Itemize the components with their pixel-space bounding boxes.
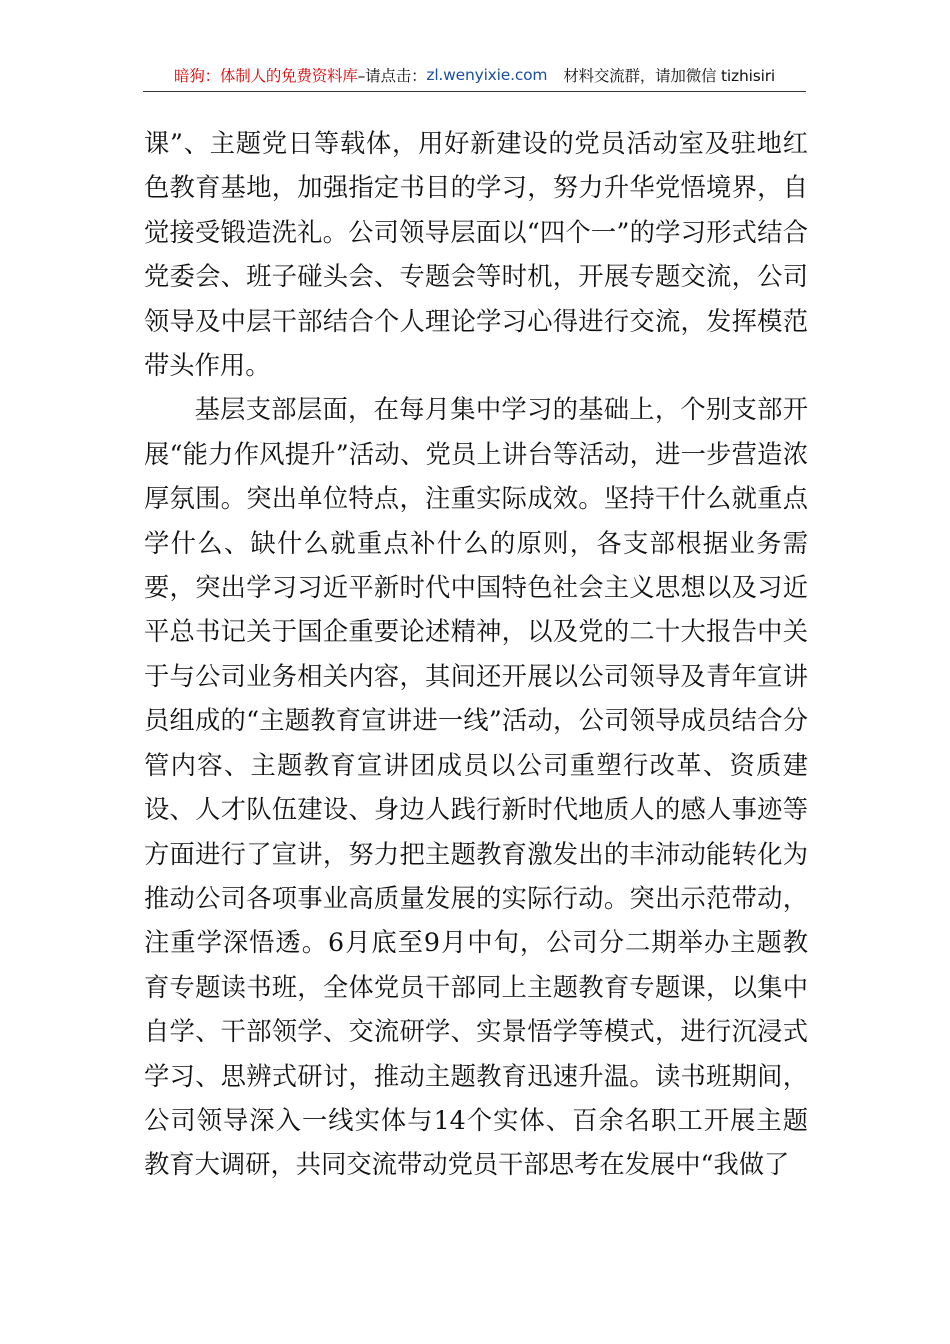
page-header xyxy=(143,58,806,92)
header-prompt: –请点击： xyxy=(357,66,427,85)
paragraph-continued: 课”、主题党日等载体，用好新建设的党员活动室及驻地红色教育基地，加强指定书目的学习，努力升华党悟境界，自觉接受锻造洗礼。公司领导层面以“四个一”的学习形式结合党委会、班子碰头会、专题会等时机，开展专题交流，公司领导及中层干部结合个人理论学习心得进行交流，发挥模范带头作用。 xyxy=(144,129,808,381)
paragraph-grassroots-branches: 基层支部层面，在每月集中学习的基础上，个别支部开展“能力作风提升”活动、党员上讲台等活动，进一步营造浓厚氛围。突出单位特点，注重实际成效。坚持干什么就重点学什么、缺什么就重点补什么的原则，各支部根据业务需要，突出学习习近平新时代中国特色社会主义思想以及习近平总书记关于国企重要论述精神，以及党的二十大报告中关于与公司业务相关内容，其间还开展以公司领导及青年宣讲员组成的“主题教育宣讲进一线”活动，公司领导成员结合分管内容、主题教育宣讲团成员以公司重塑行改革、资质建设、人才队伍建设、身边人践行新时代地质人的感人事迹等方面进行了宣讲，努力把主题教育激发出的丰沛动能转化为推动公司各项事业高质量发展的实际行动。突出示范带动，注重学深悟透。6月底至9月中旬，公司分二期举办主题教育专题读书班，全体党员干部同上主题教育专题课，以集中自学、干部领学、交流研学、实景悟学等模式，进行沉浸式学习、思辨式研讨，推动主题教育迅速升温。读书班期间，公司领导深入一线实体与14个实体、百余名职工开展主题教育大调研，共同交流带动党员干部思考在发展中“我做了 xyxy=(144,395,808,1180)
header-link[interactable]: zl.wenyixie.com xyxy=(426,65,548,84)
header-brand: 暗狗：体制人的免费资料库 xyxy=(174,66,358,85)
header-wechat-note: 材料交流群，请加微信 tizhisiri xyxy=(563,66,775,85)
document-body xyxy=(144,122,808,1188)
